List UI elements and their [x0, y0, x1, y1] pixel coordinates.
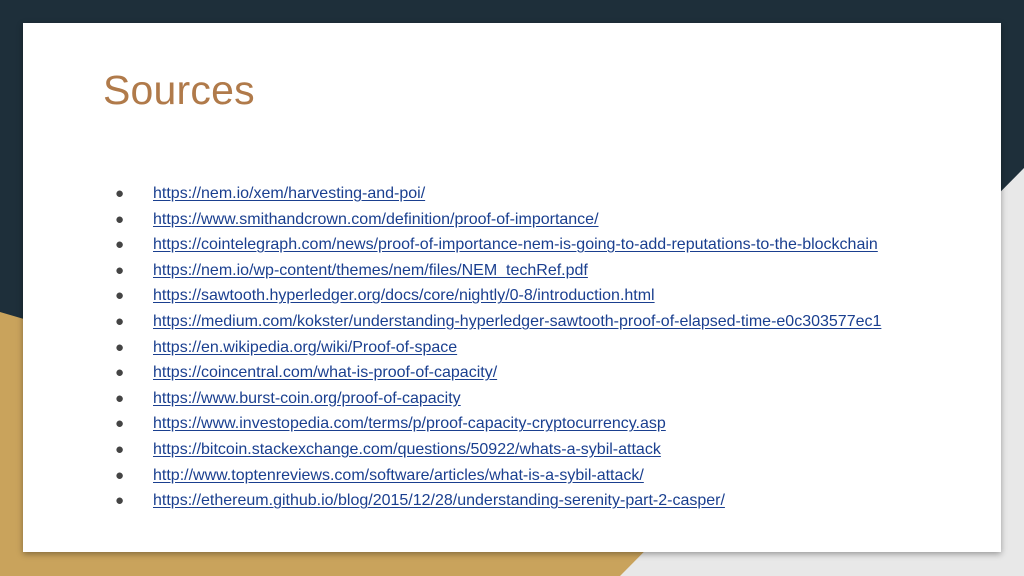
list-item: [115, 207, 881, 233]
source-link[interactable]: https://cointelegraph.com/news/proof-of-importance-nem-is-going-to-add-reputations-to-the-blockchain: [153, 236, 878, 254]
list-item: [115, 360, 881, 386]
bullet-icon: ●: [115, 338, 125, 356]
source-link[interactable]: https://medium.com/kokster/understanding-hyperledger-sawtooth-proof-of-elapsed-time-e0c303577ec1: [153, 312, 882, 330]
source-link[interactable]: https://bitcoin.stackexchange.com/questions/50922/whats-a-sybil-attack: [153, 440, 661, 458]
list-item: [115, 488, 881, 514]
list-item: [115, 258, 881, 284]
source-link[interactable]: http://www.toptenreviews.com/software/articles/what-is-a-sybil-attack/: [153, 466, 644, 484]
sources-list: [115, 181, 881, 514]
list-item: [115, 437, 881, 463]
bullet-icon: ●: [115, 287, 125, 305]
source-link[interactable]: https://www.investopedia.com/terms/p/proof-capacity-cryptocurrency.asp: [153, 415, 666, 433]
bullet-icon: ●: [115, 312, 125, 330]
list-item: [115, 309, 881, 335]
bullet-icon: ●: [115, 492, 125, 510]
list-item: [115, 335, 881, 361]
list-item: [115, 283, 881, 309]
bullet-icon: ●: [115, 364, 125, 382]
bullet-icon: ●: [115, 261, 125, 279]
slide-card: [23, 23, 1001, 552]
bullet-icon: ●: [115, 389, 125, 407]
source-link[interactable]: https://sawtooth.hyperledger.org/docs/core/nightly/0-8/introduction.html: [153, 287, 655, 305]
bullet-icon: ●: [115, 440, 125, 458]
source-link[interactable]: https://ethereum.github.io/blog/2015/12/28/understanding-serenity-part-2-casper/: [153, 492, 725, 510]
source-link[interactable]: https://www.burst-coin.org/proof-of-capacity: [153, 389, 461, 407]
source-link[interactable]: https://en.wikipedia.org/wiki/Proof-of-space: [153, 338, 458, 356]
list-item: [115, 411, 881, 437]
slide-title: Sources: [103, 67, 255, 113]
list-item: [115, 463, 881, 489]
source-link[interactable]: https://nem.io/wp-content/themes/nem/files/NEM_techRef.pdf: [153, 261, 588, 279]
list-item: [115, 181, 881, 207]
source-link[interactable]: https://coincentral.com/what-is-proof-of-capacity/: [153, 364, 498, 382]
bullet-icon: ●: [115, 185, 125, 202]
bullet-icon: ●: [115, 236, 125, 254]
list-item: [115, 232, 881, 258]
bullet-icon: ●: [115, 415, 125, 433]
source-link[interactable]: https://www.smithandcrown.com/definition/proof-of-importance/: [153, 210, 599, 228]
list-item: [115, 386, 881, 412]
source-link[interactable]: https://nem.io/xem/harvesting-and-poi/: [153, 185, 426, 202]
bullet-icon: ●: [115, 466, 125, 484]
bullet-icon: ●: [115, 210, 125, 228]
